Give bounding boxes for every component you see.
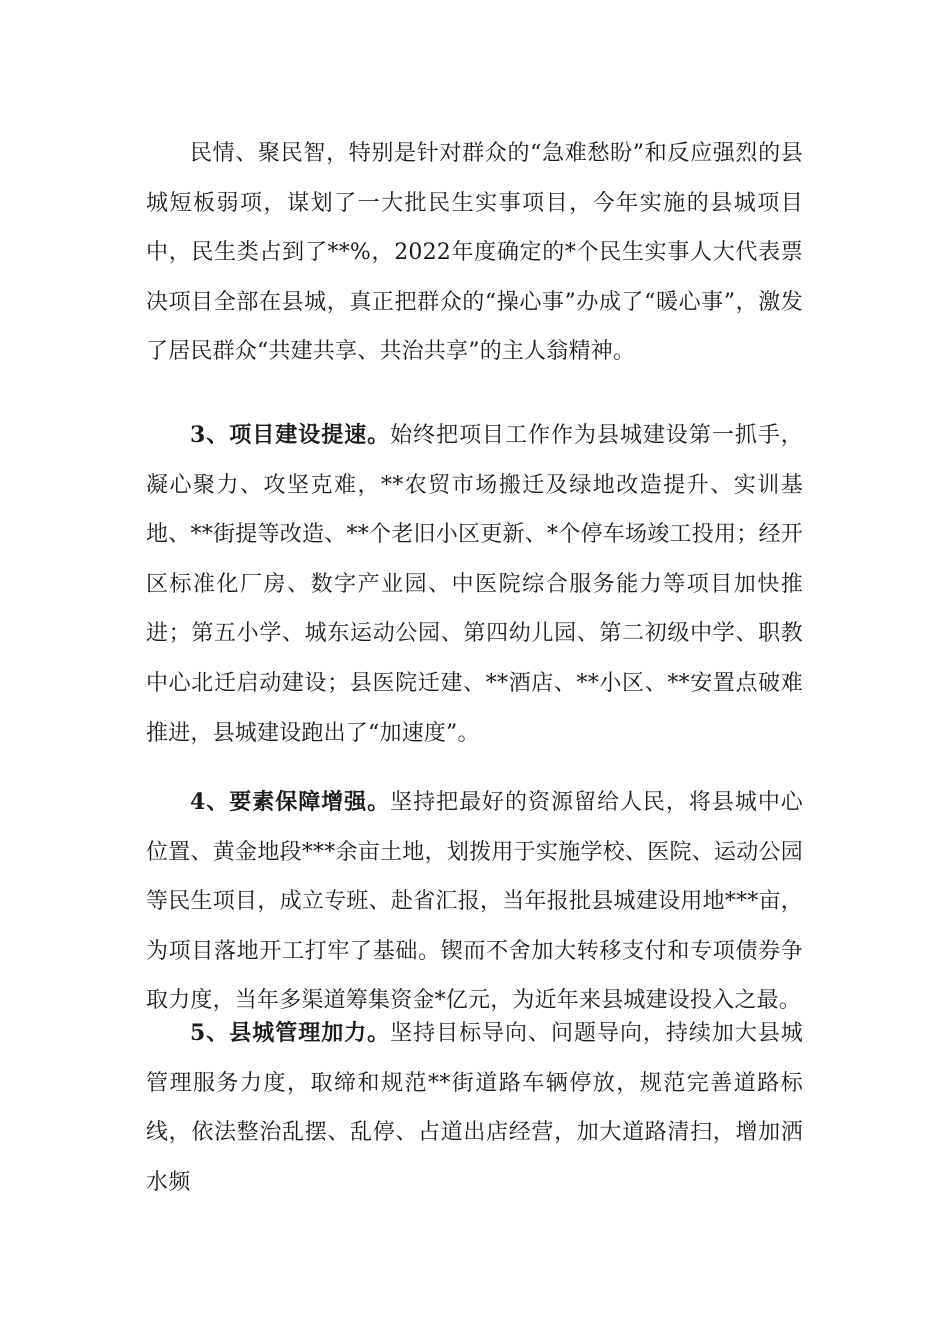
paragraph-continued [146, 129, 803, 377]
paragraph-heading: 3、项目建设提速。 [190, 422, 391, 448]
paragraph-heading: 5、县城管理加力。 [190, 1020, 391, 1046]
paragraph-text: 坚持目标导向、问题导向，持续加大县城管理服务力度，取缔和规范**街道路车辆停放，规范完善道路标线，依法整治乱摆、乱停、占道出店经营，加大道路清扫，增加洒水频 [146, 1021, 804, 1195]
paragraph-item-5 [146, 1009, 803, 1207]
paragraph-item-4 [146, 778, 803, 1026]
paragraph-text: 民情、聚民智，特别是针对群众的“急难愁盼”和反应强烈的县城短板弱项，谋划了一大批民生实事项目，今年实施的县城项目中，民生类占到了**%，2022年度确定的*个民生实事人大代表票决项目全部在县城，真正把群众的“操心事”办成了“暖心事”，激发了居民群众“共建共享、共治共享”的主人翁精神。 [146, 141, 803, 365]
paragraph-text: 坚持把最好的资源留给人民，将县城中心位置、黄金地段***余亩土地，划拨用于实施学校、医院、运动公园等民生项目，成立专班、赴省汇报，当年报批县城建设用地***亩，为项目落地开工打牢了基础。锲而不舍加大转移支付和专项债券争取力度，当年多渠道筹集资金*亿元，为近年来县城建设投入之最。 [146, 790, 804, 1014]
paragraph-heading: 4、要素保障增强。 [190, 789, 391, 815]
paragraph-text: 始终把项目工作作为县城建设第一抓手，凝心聚力、攻坚克难，**农贸市场搬迁及绿地改造提升、实训基地、**街提等改造、**个老旧小区更新、*个停车场竣工投用；经开区标准化厂房、数字产业园、中医院综合服务能力等项目加快推进；第五小学、城东运动公园、第四幼儿园、第二初级中学、职教中心北迁启动建设；县医院迁建、**酒店、**小区、**安置点破难推进，县城建设跑出了“加速度”。 [146, 423, 804, 746]
paragraph-item-3 [146, 411, 803, 758]
